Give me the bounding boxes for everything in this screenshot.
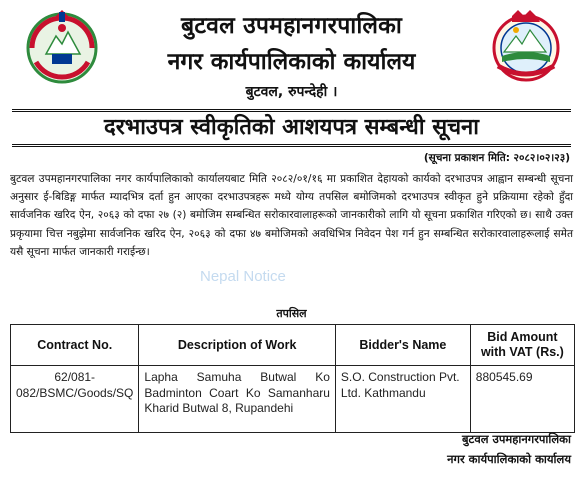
watermark-text: Nepal Notice xyxy=(200,268,286,285)
office-name: नगर कार्यपालिकाको कार्यालय xyxy=(167,49,416,75)
bid-table xyxy=(10,324,575,433)
municipality-logo-icon xyxy=(488,8,564,84)
notice-header xyxy=(0,0,583,104)
header-contract-no: Contract No. xyxy=(11,325,139,366)
cell-description: Lapha Samuha Butwal Ko Badminton Coart Ko Samanharu Kharid Butwal 8, Rupandehi xyxy=(139,366,336,433)
cell-bidder-name: S.O. Construction Pvt. Ltd. Kathmandu xyxy=(335,366,470,433)
header-bidder-name: Bidder's Name xyxy=(335,325,470,366)
signature-municipality: बुटवल उपमहानगरपालिका xyxy=(461,432,571,446)
notice-title: दरभाउपत्र स्वीकृतिको आशयपत्र सम्बन्धी सूचना xyxy=(12,109,571,147)
signature-office: नगर कार्यपालिकाको कार्यालय xyxy=(447,452,571,466)
publication-date: (सूचना प्रकाशन मिति: २०८२।०२।२३) xyxy=(423,152,570,164)
table-row xyxy=(11,366,575,433)
header-description: Description of Work xyxy=(139,325,336,366)
notice-body: बुटवल उपमहानगरपालिका नगर कार्यपालिकाको कार्यालयबाट मिति २०८२/०१/१६ मा प्रकाशित देहायको कार्यको दरभाउपत्र आह्वान सम्बन्धी सूचना अनुसार ई-बिडिङ्ग मार्फत म्यादभित्र दर्ता हुन आएका दरभाउपत्रहरू मध्ये योग्य तपसिल बमोजिमको दरभाउपत्र स्वीकृत हुने प्रक्रियामा रहेको हुँदा सार्वजनिक खरिद ऐन, २०६३ को दफा २७ (२) बमोजिम सम्बन्धित सरोकारवालाहरूको जानकारीको लागि यो सूचना प्रकाशित गरिएको छ। साथै उक्त प्रकृयामा चित्त नबुझेमा सार्वजनिक खरिद ऐन, २०६३ को दफा ४७ बमोजिमको अवधिभित्र निवेदन पेश गर्न हुन सम्बन्धित सरोकारवालाहरूलाई समेत यसै सूचना मार्फत जानकारी गराईन्छ। xyxy=(10,173,573,258)
municipality-name: बुटवल उपमहानगरपालिका xyxy=(180,13,403,39)
details-heading: तपसिल xyxy=(276,307,307,320)
header-bid-amount: Bid Amount with VAT (Rs.) xyxy=(470,325,574,366)
table-header-row xyxy=(11,325,575,366)
office-location: बुटवल, रुपन्देही । xyxy=(245,84,338,100)
cell-bid-amount: 880545.69 xyxy=(470,366,574,433)
cell-contract-no: 62/081-082/BSMC/Goods/SQ xyxy=(11,366,139,433)
